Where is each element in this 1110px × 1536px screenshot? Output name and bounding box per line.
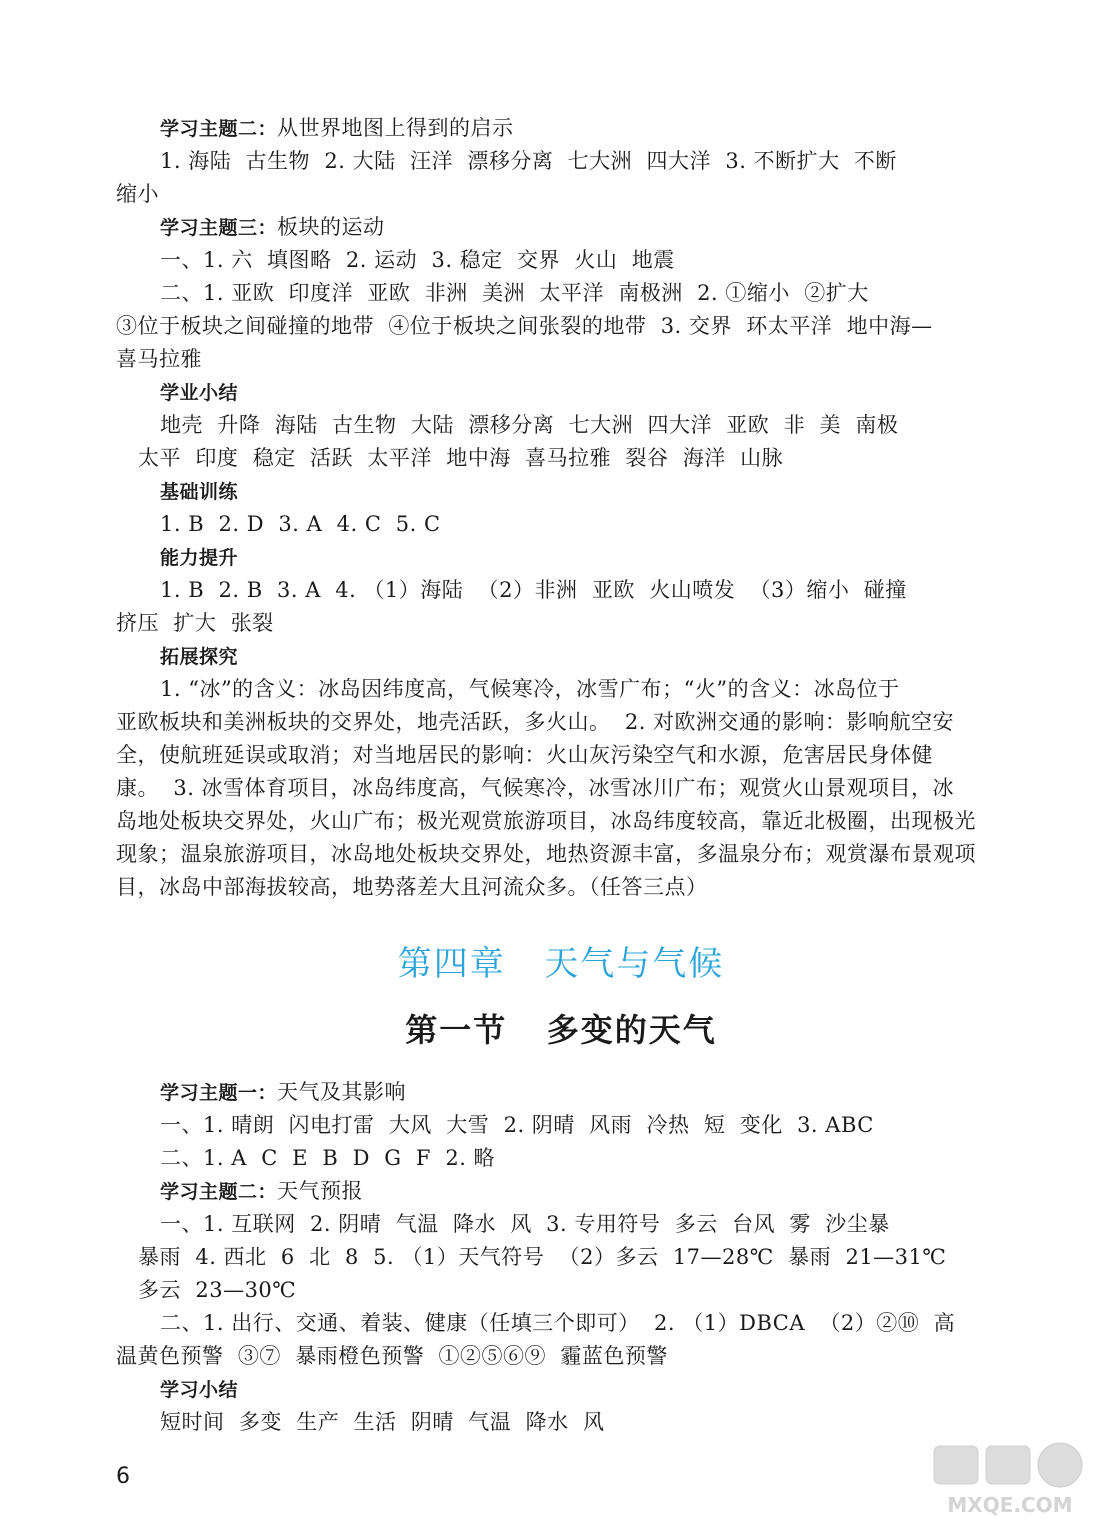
answer-line: 二、1. 亚欧 印度洋 亚欧 非洲 美洲 太平洋 南极洲 2. ①缩小 ②扩大 <box>160 281 869 305</box>
answer-line: 全，使航班延误或取消；对当地居民的影响：火山灰污染空气和水源，危害居民身体健 <box>116 743 933 767</box>
answer-line: 1. B 2. B 3. A 4. （1）海陆 （2）非洲 亚欧 火山喷发 （3）缩小 碰撞 <box>160 578 907 602</box>
heading-label: 基础训练 <box>160 481 239 503</box>
answer-line: 康。 3. 冰雪体育项目，冰岛纬度高，气候寒冷，冰雪冰川广布；观赏火山景观项目，冰 <box>116 776 955 800</box>
chapter-title: 第四章 天气与气候 <box>397 944 725 984</box>
heading-label: 学习小结 <box>160 1379 239 1401</box>
heading-label: 学习主题二： <box>160 118 278 140</box>
heading-label: 能力提升 <box>160 547 239 569</box>
answer-line: 一、1. 六 填图略 2. 运动 3. 稳定 交界 火山 地震 <box>160 248 675 272</box>
answer-line: 缩小 <box>116 182 159 206</box>
answer-line: 1. B 2. D 3. A 4. C 5. C <box>160 512 441 536</box>
page-content <box>116 112 1006 1439</box>
answer-line: 一、1. 互联网 2. 阴晴 气温 降水 风 3. 专用符号 多云 台风 雾 沙尘暴 <box>160 1212 890 1236</box>
section-title: 第一节 多变的天气 <box>405 1011 717 1049</box>
answer-line: 短时间 多变 生产 生活 阴晴 气温 降水 风 <box>160 1410 605 1434</box>
heading-value: 从世界地图上得到的启示 <box>277 116 514 140</box>
watermark-logo-icon <box>930 1440 1090 1524</box>
answer-line: 目，冰岛中部海拔较高，地势落差大且河流众多。（任答三点） <box>116 875 708 899</box>
answer-block-part1 <box>116 112 1006 904</box>
study-topic-heading <box>116 1373 1006 1406</box>
answer-line: ③位于板块之间碰撞的地带 ④位于板块之间张裂的地带 3. 交界 环太平洋 地中海— <box>116 314 933 338</box>
answer-line: 1. 海陆 古生物 2. 大陆 汪洋 漂移分离 七大洲 四大洋 3. 不断扩大 不断 <box>160 149 897 173</box>
answer-line: 多云 23—30℃ <box>138 1278 297 1302</box>
page-number: 6 <box>116 1464 130 1489</box>
study-topic-heading <box>116 475 1006 508</box>
study-topic-heading <box>116 1175 1006 1208</box>
answer-line: 暴雨 4. 西北 6 北 8 5. （1）天气符号 （2）多云 17—28℃ 暴雨 21—31℃ <box>138 1245 947 1269</box>
heading-label: 学习主题一： <box>160 1082 278 1104</box>
study-topic-heading <box>116 541 1006 574</box>
answer-line: 岛地处板块交界处，火山广布；极光观赏旅游项目，冰岛纬度较高，靠近北极圈，出现极光 <box>116 809 976 833</box>
heading-label: 拓展探究 <box>160 646 239 668</box>
study-topic-heading <box>116 112 1006 145</box>
answer-line: 一、1. 晴朗 闪电打雷 大风 大雪 2. 阴晴 风雨 冷热 短 变化 3. ABC <box>160 1113 874 1137</box>
answer-line: 1. “冰”的含义：冰岛因纬度高，气候寒冷，冰雪广布；“火”的含义：冰岛位于 <box>160 677 900 701</box>
answer-line: 亚欧板块和美洲板块的交界处，地壳活跃，多火山。 2. 对欧洲交通的影响：影响航空安 <box>116 710 955 734</box>
heading-value: 天气预报 <box>277 1179 364 1203</box>
answer-line: 二、1. 出行、交通、着装、健康（任填三个即可） 2. （1）DBCA （2）②⑩ 高 <box>160 1311 956 1335</box>
answer-line: 太平 印度 稳定 活跃 太平洋 地中海 喜马拉雅 裂谷 海洋 山脉 <box>138 446 784 470</box>
study-topic-heading <box>116 211 1006 244</box>
answer-line: 挤压 扩大 张裂 <box>116 611 274 635</box>
watermark-text: MXQE.COM <box>947 1493 1073 1517</box>
answer-line: 喜马拉雅 <box>116 347 202 371</box>
answer-block-part2 <box>116 1076 1006 1439</box>
study-topic-heading <box>116 640 1006 673</box>
answer-line: 温黄色预警 ③⑦ 暴雨橙色预警 ①②⑤⑥⑨ 霾蓝色预警 <box>116 1344 668 1368</box>
answer-line: 地壳 升降 海陆 古生物 大陆 漂移分离 七大洲 四大洋 亚欧 非 美 南极 <box>160 413 899 437</box>
heading-label: 学习主题三： <box>160 217 278 239</box>
answer-line: 现象；温泉旅游项目，冰岛地处板块交界处，地热资源丰富，多温泉分布；观赏瀑布景观项 <box>116 842 976 866</box>
answer-line: 二、1. A C E B D G F 2. 略 <box>160 1146 496 1170</box>
study-topic-heading <box>116 376 1006 409</box>
heading-value: 板块的运动 <box>277 215 385 239</box>
heading-label: 学习主题二： <box>160 1181 278 1203</box>
study-topic-heading <box>116 1076 1006 1109</box>
heading-label: 学业小结 <box>160 382 239 404</box>
heading-value: 天气及其影响 <box>277 1080 407 1104</box>
